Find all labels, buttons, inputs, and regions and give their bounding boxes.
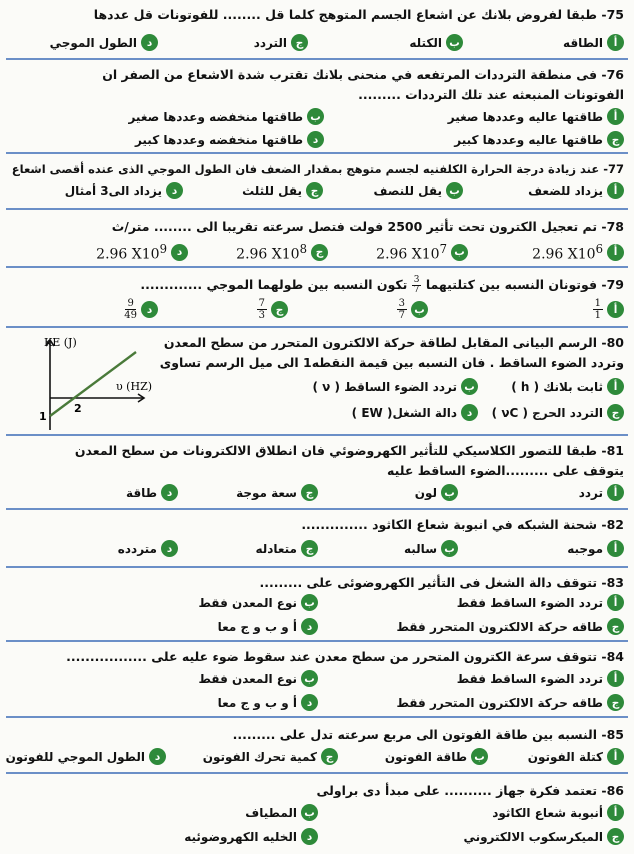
option-text: 7: [398, 310, 405, 321]
stem-text: فوتونان النسبه بين كتلتيهما: [425, 277, 598, 292]
question-84: [6, 642, 628, 718]
stem-text: تكون النسبه بين طولهما الموجي .............: [140, 277, 408, 292]
option-text: الخليه الكهروضوئيه: [184, 829, 297, 844]
option-c[interactable]: [396, 618, 624, 635]
option-text: طاقه حركة الالكترون المتحرر فقط: [396, 619, 603, 634]
option-text: طاقتها منخفضه وعددها صغير: [128, 109, 303, 124]
option-badge: أ: [607, 301, 624, 318]
option-badge: د: [141, 301, 158, 318]
option-d[interactable]: [126, 484, 178, 501]
option-text: 3: [413, 275, 420, 285]
option-text: تردد الضوء الساقط فقط: [456, 595, 603, 610]
question-number: 84-: [601, 649, 624, 664]
option-text: 7: [439, 242, 447, 256]
option-text: كتلة الفوتون: [527, 749, 603, 764]
option-a[interactable]: [563, 34, 624, 51]
option-text: طاقتها عاليه وعددها كبير: [454, 132, 603, 147]
option-d[interactable]: [184, 828, 318, 845]
option-badge: د: [301, 694, 318, 711]
option-text: 1: [594, 298, 601, 309]
option-d[interactable]: [50, 34, 158, 51]
option-text: 2.96 X10: [376, 246, 440, 263]
option-badge: أ: [607, 34, 624, 51]
option-c[interactable]: [454, 131, 624, 148]
option-a[interactable]: [511, 378, 624, 395]
question-number: 80-: [601, 335, 624, 350]
option-text: دالة الشغل( EW ): [351, 405, 457, 420]
option-b[interactable]: [245, 804, 318, 821]
option-badge: د: [141, 34, 158, 51]
option-c[interactable]: [396, 694, 624, 711]
option-c[interactable]: [463, 828, 624, 845]
option-b[interactable]: [198, 670, 318, 687]
option-text: [257, 298, 267, 321]
option-badge: أ: [607, 804, 624, 821]
question-86: [6, 774, 628, 852]
option-text: يقل للثلث: [242, 183, 302, 198]
option-text: 9: [127, 298, 134, 309]
option-text: 7: [258, 298, 265, 309]
option-text: تردد الضوء الساقط فقط: [456, 671, 603, 686]
question-number: 85-: [601, 727, 624, 742]
option-text: نوع المعدن فقط: [198, 671, 297, 686]
option-a[interactable]: [532, 242, 624, 263]
question-stem-line2: وتردد الضوء الساقط . فان النسبه بين قيمة النقطه1 الى ميل الرسم تساوى: [159, 355, 624, 370]
option-d[interactable]: [96, 242, 188, 263]
option-text: 49: [124, 310, 137, 321]
option-badge: د: [166, 182, 183, 199]
question-number: 81-: [601, 443, 624, 458]
option-badge: ب: [301, 594, 318, 611]
option-a[interactable]: [457, 594, 624, 611]
option-text: أنبوبة شعاع الكاثود: [492, 805, 603, 820]
option-b[interactable]: [128, 108, 324, 125]
graph-x-label: υ (HZ): [116, 380, 153, 393]
option-d[interactable]: [218, 618, 318, 635]
option-c[interactable]: [254, 34, 308, 51]
option-d[interactable]: [218, 694, 318, 711]
question-stem: [10, 160, 624, 178]
option-text: يزداد للضعف: [528, 183, 603, 198]
option-b[interactable]: [385, 748, 488, 765]
option-c[interactable]: [236, 484, 318, 501]
option-text: لون: [414, 485, 437, 500]
option-b[interactable]: [397, 298, 428, 321]
option-badge: ب: [471, 748, 488, 765]
option-text: سالبه: [404, 541, 437, 556]
option-badge: أ: [607, 182, 624, 199]
option-d[interactable]: [352, 404, 478, 421]
option-text: موجبه: [567, 541, 603, 556]
option-c[interactable]: [236, 242, 328, 263]
option-badge: ب: [461, 378, 478, 395]
question-stem: [10, 516, 624, 534]
option-text: الطول الموجي للفوتون: [5, 749, 145, 764]
question-stem: [10, 648, 624, 666]
question-stem: [10, 218, 624, 236]
question-number: 86-: [601, 783, 624, 798]
option-badge: د: [461, 404, 478, 421]
option-text: طاقة الفوتون: [384, 749, 467, 764]
question-79: [6, 268, 628, 328]
option-text: طاقتها عاليه وعددها صغير: [447, 109, 603, 124]
option-c[interactable]: [255, 540, 318, 557]
option-text: [532, 242, 603, 263]
option-b[interactable]: [404, 540, 458, 557]
option-badge: أ: [607, 484, 624, 501]
option-badge: ب: [411, 301, 428, 318]
option-d[interactable]: [124, 298, 158, 321]
option-text: [236, 242, 307, 263]
option-text: طاقة: [126, 485, 157, 500]
option-a[interactable]: [457, 670, 624, 687]
option-text: أ و ب و ج معا: [217, 619, 297, 634]
question-stem: [10, 66, 624, 84]
question-81: [6, 436, 628, 510]
option-text: 7: [413, 285, 420, 295]
question-82: [6, 510, 628, 568]
option-badge: ج: [301, 540, 318, 557]
option-b[interactable]: [415, 484, 458, 501]
question-stem: [10, 574, 624, 592]
option-text: التردد الحرج ( νC ): [491, 405, 603, 420]
option-text: نوع المعدن فقط: [198, 595, 297, 610]
option-badge: أ: [607, 748, 624, 765]
question-78: [6, 210, 628, 268]
option-badge: د: [301, 828, 318, 845]
option-badge: ج: [301, 484, 318, 501]
option-badge: د: [171, 244, 188, 261]
option-c[interactable]: [203, 748, 338, 765]
option-badge: أ: [607, 670, 624, 687]
option-badge: أ: [607, 540, 624, 557]
option-badge: ج: [607, 404, 624, 421]
option-text: 3: [258, 310, 265, 321]
question-stem-line2: يتوقف على .........الضوء الساقط عليه: [387, 463, 624, 478]
option-badge: ج: [607, 694, 624, 711]
option-badge: ب: [441, 540, 458, 557]
option-a[interactable]: [593, 298, 624, 321]
question-80: [6, 328, 628, 436]
stem-fraction: [412, 276, 422, 295]
option-b[interactable]: [313, 378, 479, 395]
option-a[interactable]: [448, 108, 624, 125]
option-badge: ج: [607, 618, 624, 635]
option-text: تردد: [578, 485, 603, 500]
option-badge: ج: [607, 131, 624, 148]
graph-y-label: KE (J): [44, 336, 77, 349]
option-text: 3: [398, 298, 405, 309]
option-a[interactable]: [492, 804, 624, 821]
option-c[interactable]: [257, 298, 288, 321]
option-badge: ج: [311, 244, 328, 261]
stem-text: طبقا للتصور الكلاسيكي للتأثير الكهروضوئي فان انطلاق الالكترونات من سطح المعدن: [74, 443, 598, 458]
option-badge: ب: [301, 670, 318, 687]
stem-text: الرسم البيانى المقابل لطاقة حركة الالكترون المتحرر من سطح المعدن: [163, 335, 598, 350]
option-text: يقل للنصف: [373, 183, 442, 198]
option-b[interactable]: [376, 242, 468, 263]
question-stem-line2: الفوتونات المنبعثه عند تلك الترددات .........: [358, 87, 624, 102]
question-85: [6, 718, 628, 774]
option-text: 8: [299, 242, 307, 256]
option-badge: ب: [307, 108, 324, 125]
option-b[interactable]: [374, 182, 463, 199]
option-text: 2.96 X10: [96, 246, 160, 263]
option-text: 2.96 X10: [236, 246, 300, 263]
option-text: متردده: [117, 541, 157, 556]
option-badge: أ: [607, 108, 624, 125]
option-badge: ج: [291, 34, 308, 51]
option-text: 2.96 X10: [532, 246, 596, 263]
stem-text: عند زيادة درجة الحرارة الكلفنيه لجسم متوهج بمقدار الضعف فان الطول الموجي الذى عنده أقصى اشعاع: [11, 162, 600, 176]
question-number: 79-: [601, 277, 624, 292]
option-text: [124, 298, 137, 321]
option-text: التردد: [253, 35, 287, 50]
option-b[interactable]: [409, 34, 463, 51]
option-text: 1: [594, 310, 601, 321]
option-d[interactable]: [135, 131, 324, 148]
option-text: [397, 298, 407, 321]
option-b[interactable]: [198, 594, 318, 611]
option-d[interactable]: [118, 540, 178, 557]
option-text: الميكرسكوب الالكتروني: [463, 829, 603, 844]
option-badge: ب: [441, 484, 458, 501]
question-stem: [10, 726, 624, 744]
stem-text: تم تعجيل الكترون تحت تأثير 2500 فولت فتصل سرعته تقريبا الى ........ متر/ث: [111, 219, 598, 234]
option-badge: د: [301, 618, 318, 635]
graph-point-1: 1: [39, 410, 47, 423]
question-stem: [10, 442, 624, 460]
question-number: 78-: [601, 219, 624, 234]
question-number: 77-: [603, 162, 624, 176]
graph-point-2: 2: [74, 402, 82, 415]
option-text: طاقه حركة الالكترون المتحرر فقط: [396, 695, 603, 710]
option-badge: د: [307, 131, 324, 148]
option-badge: ب: [301, 804, 318, 821]
stem-text: تتوقف سرعة الكترون المتحرر من سطح معدن عند سقوط ضوء عليه على .................: [66, 649, 598, 664]
option-text: 6: [595, 242, 603, 256]
option-d[interactable]: [6, 748, 166, 765]
option-text: الطاقه: [563, 35, 603, 50]
option-badge: ج: [306, 182, 323, 199]
option-text: كمية تحرك الفوتون: [202, 749, 317, 764]
question-stem: [10, 276, 624, 295]
option-text: المطياف: [245, 805, 297, 820]
option-a[interactable]: [579, 484, 624, 501]
option-badge: أ: [607, 594, 624, 611]
question-stem: [10, 782, 624, 800]
option-text: يزداد الى3 أمثال: [64, 183, 162, 198]
option-text: تردد الضوء الساقط ( ν ): [312, 379, 457, 394]
stem-text: تتوقف دالة الشغل فى التأثير الكهروضوئى على .........: [259, 575, 598, 590]
option-text: طاقتها منخفضه وعددها كبير: [134, 132, 303, 147]
question-77: [6, 154, 628, 210]
stem-text: تعتمد فكرة جهاز .......... على مبدأ دى براولى: [316, 783, 598, 798]
option-text: 9: [159, 242, 167, 256]
option-a[interactable]: [528, 748, 624, 765]
option-badge: ب: [446, 182, 463, 199]
option-text: ثابت بلانك ( h ): [511, 379, 603, 394]
question-number: 76-: [601, 67, 624, 82]
option-c[interactable]: [242, 182, 323, 199]
stem-text: فى منطقة الترددات المرتفعه في منحنى بلانك تقترب شدة الاشعاع من الصفر ان: [102, 67, 598, 82]
ke-frequency-graph: [6, 332, 156, 432]
question-stem: [156, 334, 624, 352]
option-text: [376, 242, 447, 263]
question-75: [6, 0, 628, 60]
option-badge: د: [161, 484, 178, 501]
stem-text: النسبه بين طاقة الفوتون الى مربع سرعته تدل على .........: [232, 727, 598, 742]
option-d[interactable]: [65, 182, 183, 199]
option-a[interactable]: [567, 540, 624, 557]
option-badge: ب: [446, 34, 463, 51]
option-text: الكتله: [409, 35, 442, 50]
question-stem: [10, 6, 624, 24]
option-text: الطول الموجي: [49, 35, 137, 50]
option-text: [593, 298, 603, 321]
option-badge: ج: [607, 828, 624, 845]
option-text: متعادله: [255, 541, 297, 556]
question-number: 83-: [601, 575, 624, 590]
stem-text: طبقا لفروض بلانك عن اشعاع الجسم المتوهج كلما قل ........ للفوتونات قل عددها: [93, 7, 598, 22]
option-badge: أ: [607, 244, 624, 261]
option-badge: ج: [321, 748, 338, 765]
question-83: [6, 568, 628, 642]
option-badge: د: [149, 748, 166, 765]
question-number: 75-: [601, 7, 624, 22]
option-text: سعة موجة: [236, 485, 297, 500]
option-c[interactable]: [492, 404, 624, 421]
option-badge: أ: [607, 378, 624, 395]
option-badge: ج: [271, 301, 288, 318]
option-text: [96, 242, 167, 263]
option-badge: د: [161, 540, 178, 557]
option-a[interactable]: [528, 182, 624, 199]
question-number: 82-: [601, 517, 624, 532]
stem-text: شحنة الشبكه في انبوبة شعاع الكاثود ..............: [301, 517, 598, 532]
option-badge: ب: [451, 244, 468, 261]
option-text: أ و ب و ج معا: [217, 695, 297, 710]
question-76: [6, 60, 628, 154]
